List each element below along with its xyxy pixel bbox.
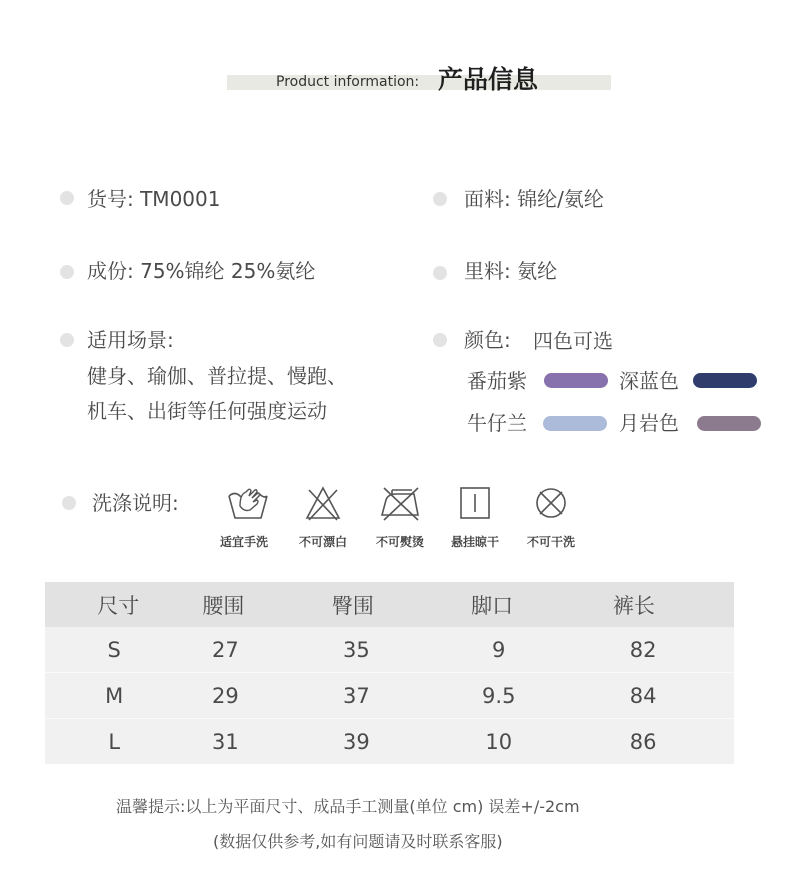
care-item-label: 不可干洗 bbox=[526, 535, 575, 549]
care-item-label: 适宜手洗 bbox=[219, 535, 268, 549]
table-row bbox=[45, 718, 734, 764]
usage-line-1: 健身、瑜伽、普拉提、慢跑、 bbox=[87, 364, 347, 388]
usage-line-2: 机车、出街等任何强度运动 bbox=[87, 399, 327, 423]
table-header-cell: 臀围 bbox=[331, 593, 374, 618]
table-cell: L bbox=[108, 729, 121, 754]
table-header-cell: 裤长 bbox=[612, 593, 655, 618]
color-swatch-4 bbox=[697, 416, 761, 431]
composition: 成份: 75%锦纶 25%氨纶 bbox=[87, 259, 316, 283]
table-row bbox=[45, 627, 734, 672]
table-cell: 31 bbox=[212, 729, 239, 754]
measurement-note: 温馨提示:以上为平面尺寸、成品手工测量(单位 cm) 误差+/-2cm bbox=[116, 797, 580, 816]
table-cell: 86 bbox=[629, 729, 657, 754]
table-cell: 84 bbox=[629, 683, 657, 708]
header-title-en: Product information: bbox=[276, 74, 420, 90]
color-name-2: 深蓝色 bbox=[619, 369, 679, 393]
color-swatch-1 bbox=[544, 373, 608, 388]
table-header-cell: 脚口 bbox=[471, 593, 514, 618]
table-cell: 9.5 bbox=[482, 683, 516, 708]
table-body bbox=[45, 627, 734, 764]
bullet-dot bbox=[433, 192, 447, 206]
table-header-cell: 腰围 bbox=[202, 593, 245, 618]
table-cell: 39 bbox=[343, 729, 370, 754]
care-item-label: 不可熨烫 bbox=[375, 535, 424, 549]
table-cell: 82 bbox=[629, 637, 657, 662]
table-header-row bbox=[45, 582, 734, 627]
color-name-4: 月岩色 bbox=[619, 411, 679, 435]
hang-dry-icon bbox=[453, 484, 497, 524]
color-label: 颜色: bbox=[464, 328, 511, 352]
table-cell: 35 bbox=[343, 637, 370, 662]
table-cell: 37 bbox=[343, 683, 370, 708]
color-name-3: 牛仔兰 bbox=[467, 411, 527, 435]
fabric: 面料: 锦纶/氨纶 bbox=[464, 187, 604, 211]
size-table bbox=[45, 582, 734, 764]
care-item-label: 悬挂晾干 bbox=[450, 535, 499, 549]
bullet-dot bbox=[60, 333, 74, 347]
table-cell: S bbox=[107, 637, 121, 662]
color-name-1: 番茄紫 bbox=[467, 369, 527, 393]
table-row bbox=[45, 672, 734, 718]
lining: 里料: 氨纶 bbox=[464, 259, 558, 283]
care-label: 洗涤说明: bbox=[92, 491, 179, 515]
color-swatch-2 bbox=[693, 373, 757, 388]
bullet-dot bbox=[433, 333, 447, 347]
header-title-cn: 产品信息 bbox=[438, 65, 539, 94]
table-header-cell: 尺寸 bbox=[97, 593, 140, 618]
table-cell: 10 bbox=[485, 729, 513, 754]
item-number: 货号: TM0001 bbox=[87, 187, 221, 211]
table-cell: 27 bbox=[212, 637, 239, 662]
usage-label: 适用场景: bbox=[87, 328, 174, 352]
bullet-dot bbox=[60, 265, 74, 279]
hand-wash-icon bbox=[226, 484, 270, 524]
care-item-label: 不可漂白 bbox=[298, 535, 347, 549]
table-cell: 9 bbox=[492, 637, 506, 662]
table-cell: M bbox=[105, 683, 124, 708]
color-swatch-3 bbox=[543, 416, 607, 431]
table-cell: 29 bbox=[212, 683, 239, 708]
no-bleach-icon bbox=[301, 484, 345, 524]
reference-note: (数据仅供参考,如有问题请及时联系客服) bbox=[213, 832, 503, 851]
bullet-dot bbox=[433, 266, 447, 280]
color-value: 四色可选 bbox=[533, 329, 613, 353]
bullet-dot bbox=[60, 191, 74, 205]
bullet-dot bbox=[62, 496, 76, 510]
no-iron-icon bbox=[378, 484, 422, 524]
no-dry-clean-icon bbox=[529, 484, 573, 524]
